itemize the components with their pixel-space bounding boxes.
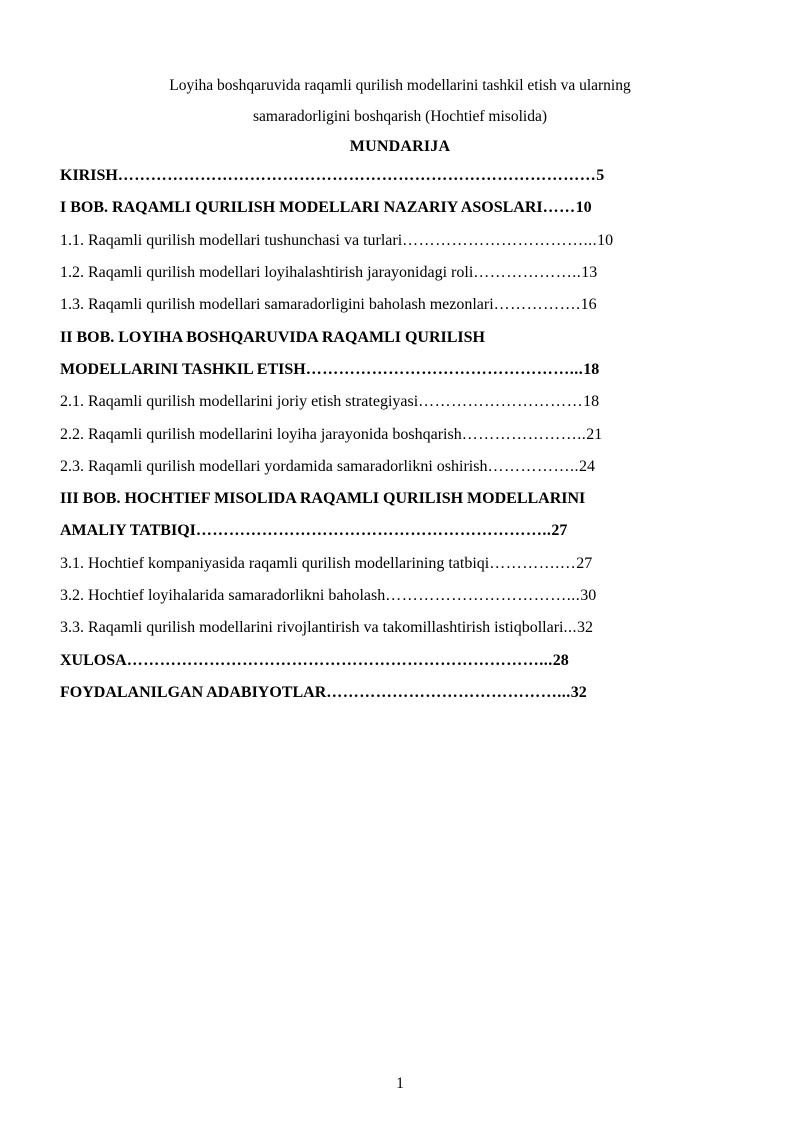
table-of-contents	[60, 160, 740, 709]
toc-heading: MUNDARIJA	[349, 138, 451, 155]
toc-entry[interactable]	[60, 160, 740, 192]
toc-entry-page: 21	[586, 425, 603, 443]
toc-entry-label: MODELLARINI TASHKIL ETISH	[60, 360, 306, 378]
toc-entry-dots: …………………………	[418, 393, 584, 411]
toc-entry-dots: …………………..	[461, 425, 587, 443]
toc-entry-dots: ……………………………...	[385, 587, 581, 605]
toc-entry[interactable]	[60, 192, 740, 224]
toc-entry-label: 2.2. Raqamli qurilish modellarini loyiha jarayonida boshqarish	[60, 425, 462, 443]
toc-entry-label: II BOB. LOYIHA BOSHQARUVIDA RAQAMLI QURILISH	[60, 328, 485, 346]
toc-entry-label: 2.3. Raqamli qurilish modellari yordamida samaradorlikni oshirish	[60, 457, 488, 475]
toc-entry-page: 10	[575, 199, 592, 217]
toc-entry-label: 1.2. Raqamli qurilish modellari loyihalashtirish jarayonidagi roli	[60, 263, 474, 281]
toc-entry-dots: …………………………………………………………………...	[126, 651, 553, 669]
toc-entry-page: 27	[576, 554, 593, 572]
toc-entry[interactable]	[60, 451, 740, 483]
toc-entry-label: 3.3. Raqamli qurilish modellarini rivojlantirish va takomillashtirish istiqbollari	[60, 619, 564, 637]
toc-entry[interactable]	[60, 419, 740, 451]
toc-entry-page: 27	[551, 522, 568, 540]
toc-entry[interactable]	[60, 322, 740, 354]
toc-entry-page: 5	[596, 167, 605, 184]
title-line-1: Loyiha boshqaruvida raqamli qurilish modellarini tashkil etish va ularning	[169, 77, 631, 94]
toc-entry-page: 10	[597, 231, 614, 249]
toc-entry[interactable]	[60, 289, 740, 321]
toc-entry-label: 2.1. Raqamli qurilish modellarini joriy etish strategiyasi	[60, 393, 419, 411]
toc-entry-label: 1.1. Raqamli qurilish modellari tushunchasi va turlari	[60, 231, 403, 249]
toc-entry-page: 18	[583, 393, 600, 411]
toc-entry-label: 1.3. Raqamli qurilish modellari samaradorligini baholash mezonlari	[60, 296, 494, 314]
toc-entry-label: 3.1. Hochtief kompaniyasida raqamli qurilish modellarining tatbiqi	[60, 554, 490, 572]
toc-entry-dots: …………………………………………...	[305, 360, 584, 378]
toc-entry-label: I BOB. RAQAMLI QURILISH MODELLARI NAZARIY ASOSLARI	[60, 199, 543, 217]
title-line-2: samaradorligini boshqarish (Hochtief misolida)	[252, 108, 547, 125]
toc-entry[interactable]	[60, 257, 740, 289]
toc-entry-label: XULOSA	[60, 651, 127, 669]
toc-entry-page: 13	[581, 263, 598, 281]
toc-entry[interactable]	[60, 386, 740, 418]
toc-entry-dots: ……………………………………………………………………………	[117, 167, 597, 184]
toc-entry-dots: ………………………………………………………..	[195, 522, 552, 540]
toc-entry[interactable]	[60, 580, 740, 612]
toc-entry[interactable]	[60, 225, 740, 257]
toc-entry-dots: ……	[542, 199, 576, 217]
toc-entry-label: FOYDALANILGAN ADABIYOTLAR	[60, 684, 327, 701]
toc-entry[interactable]	[60, 645, 740, 677]
toc-entry-label: 3.2. Hochtief loyihalarida samaradorlikni baholash	[60, 587, 386, 605]
toc-entry[interactable]	[60, 515, 740, 547]
toc-entry-page: 28	[552, 651, 569, 669]
toc-entry[interactable]	[60, 354, 740, 386]
toc-entry[interactable]	[60, 548, 740, 580]
toc-entry-label: III BOB. HOCHTIEF MISOLIDA RAQAMLI QURILISH MODELLARINI	[60, 490, 586, 508]
toc-entry-dots: ……………………………...	[402, 231, 598, 249]
toc-entry-label: KIRISH	[60, 167, 118, 184]
toc-entry[interactable]	[60, 483, 740, 515]
toc-entry-dots: ………….…	[489, 554, 577, 572]
toc-entry-page: 32	[577, 619, 593, 637]
toc-entry[interactable]	[60, 677, 740, 709]
toc-entry-dots: ……………………………………...	[326, 684, 571, 701]
page-title	[100, 70, 700, 132]
toc-entry-dots: ...	[563, 619, 577, 637]
toc-entry-page: 32	[570, 684, 587, 701]
toc-entry-dots: ………………..	[473, 263, 582, 281]
toc-entry[interactable]	[60, 612, 740, 644]
page-number-footer: 1	[396, 1075, 404, 1092]
toc-entry-page: 18	[583, 360, 600, 378]
toc-entry-label: AMALIY TATBIQI	[60, 522, 196, 540]
toc-entry-page: 16	[580, 296, 597, 314]
toc-entry-page: 24	[578, 457, 595, 475]
toc-entry-page: 30	[580, 587, 597, 605]
toc-entry-dots: ……………..	[487, 457, 579, 475]
toc-entry-dots: …………….	[493, 296, 581, 314]
